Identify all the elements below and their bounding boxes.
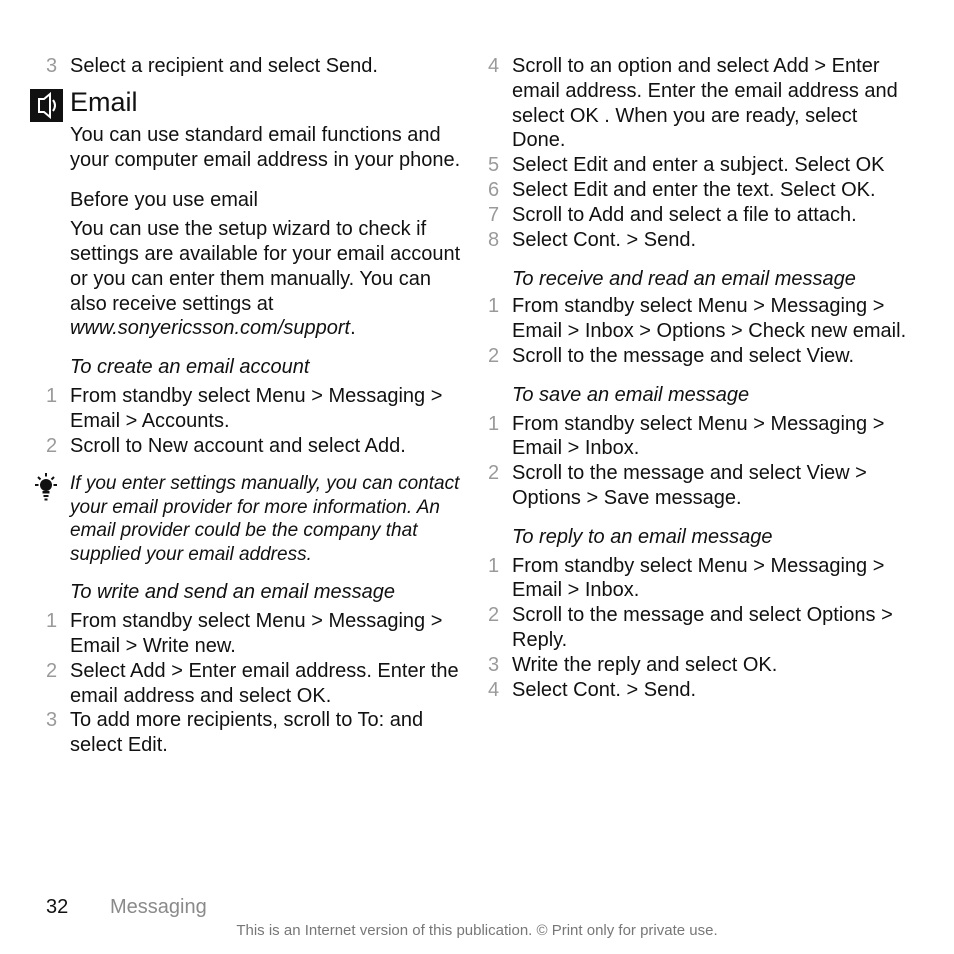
command-label: Options xyxy=(512,486,581,509)
step-number: 6 xyxy=(488,178,500,201)
step-item xyxy=(488,344,908,369)
step-text-part: Select xyxy=(512,178,574,201)
step-text xyxy=(512,412,908,462)
step-text xyxy=(512,554,908,604)
step-text-part: and enter the text. Select xyxy=(607,178,842,201)
command-label: Cont. xyxy=(573,228,621,251)
step-item xyxy=(488,178,908,203)
step-item xyxy=(488,203,908,228)
step-number: 2 xyxy=(488,344,500,367)
step-item xyxy=(46,54,466,79)
command-label: Inbox xyxy=(584,579,634,602)
save-steps xyxy=(488,412,908,511)
step-text-part: Select xyxy=(512,154,574,177)
page-title: Email xyxy=(70,86,138,117)
step-item xyxy=(488,54,908,153)
step-number: 7 xyxy=(488,203,500,226)
step-text-part: . xyxy=(848,344,855,367)
step-text-part: > xyxy=(747,412,771,435)
step-number: 3 xyxy=(488,653,500,676)
step-item xyxy=(46,659,466,709)
step-text-part: . xyxy=(325,684,332,707)
command-label: OK xyxy=(569,104,599,127)
create-account-steps xyxy=(46,384,466,458)
command-label: View xyxy=(806,344,849,367)
write-send-heading: To write and send an email message xyxy=(70,581,395,604)
receive-steps xyxy=(488,294,908,368)
step-text-part: . xyxy=(400,434,406,457)
step-text xyxy=(70,434,466,459)
command-label: Options xyxy=(656,320,726,343)
step-item xyxy=(488,461,908,511)
command-label: Cont. xyxy=(573,678,621,701)
command-label: Done xyxy=(512,129,560,152)
step-number: 4 xyxy=(488,55,500,77)
step-text-part: Scroll to the message and select xyxy=(512,462,807,485)
step-text-part: . xyxy=(372,55,378,77)
step-text-part: From standby select xyxy=(512,295,698,318)
step-text-part: > xyxy=(633,320,657,343)
command-label: Inbox xyxy=(584,320,634,343)
command-label: Send xyxy=(325,55,373,77)
step-text-part: . xyxy=(690,228,697,251)
command-label: Edit xyxy=(573,178,608,201)
step-text-part: Select a recipient and select xyxy=(70,55,326,77)
step-item xyxy=(488,678,908,703)
step-text-part: and select a file to attach. xyxy=(624,203,857,226)
tip-text: If you enter settings manually, you can contact your email provider for more information. An email provider could be the company that supplied your email address. xyxy=(70,473,460,565)
step-number: 2 xyxy=(46,434,58,457)
command-label: Send xyxy=(643,228,691,251)
step-text-part: From standby select xyxy=(512,412,698,435)
step-text-part: > xyxy=(305,384,329,407)
step-text-part: From standby select xyxy=(512,554,698,577)
email-title-row xyxy=(46,86,466,123)
command-label: OK xyxy=(841,178,871,201)
step-text xyxy=(70,54,466,79)
step-text xyxy=(512,178,908,203)
page-number: 32 xyxy=(46,896,69,918)
step-text xyxy=(512,603,908,653)
step-text-part: Write the reply and select xyxy=(512,653,743,676)
step-text xyxy=(70,708,466,758)
step-text-part: and select xyxy=(70,709,424,757)
step-text-part: . xyxy=(230,634,236,657)
step-number: 2 xyxy=(488,604,500,627)
step-text xyxy=(512,153,908,178)
step-item xyxy=(488,603,908,653)
command-label: Edit xyxy=(573,154,608,177)
command-label: Menu xyxy=(697,554,748,577)
command-label: Messaging xyxy=(770,295,868,318)
step-text-part: To add more recipients, scroll to xyxy=(70,709,358,732)
step-text-part: > xyxy=(849,462,867,485)
command-label: Check new email xyxy=(748,320,901,343)
command-label: Inbox xyxy=(584,437,634,460)
step-text-part: . xyxy=(633,579,640,602)
step-text-part: > xyxy=(580,486,604,509)
continued-steps xyxy=(488,54,908,252)
step-text-part: > xyxy=(867,412,885,435)
step-item xyxy=(488,653,908,678)
step-text-part: > xyxy=(867,295,885,318)
command-label: Save message xyxy=(603,486,737,509)
command-label: Send xyxy=(643,678,691,701)
step-text-part: . xyxy=(736,486,742,509)
step-text-part: > xyxy=(747,554,771,577)
step-text xyxy=(512,461,908,511)
lightbulb-icon xyxy=(30,472,62,504)
command-label: Menu xyxy=(697,412,748,435)
before-heading: Before you use email xyxy=(70,189,258,212)
phone-speaker-icon xyxy=(30,89,63,122)
save-heading: To save an email message xyxy=(512,383,750,406)
step-item xyxy=(488,412,908,462)
step-number: 1 xyxy=(488,412,500,435)
step-text-part: > xyxy=(620,678,644,701)
step-text-part: > xyxy=(620,228,644,251)
step-text-part: Scroll to xyxy=(70,434,148,457)
command-label: Add xyxy=(773,55,809,77)
step-text-part: Select xyxy=(70,659,131,682)
before-text-b: . xyxy=(350,317,356,340)
command-label: OK xyxy=(742,653,772,676)
step-item xyxy=(488,153,908,178)
receive-heading: To receive and read an email message xyxy=(512,268,856,291)
step-text-part: . When you are ready, select xyxy=(598,104,858,127)
step-text xyxy=(512,228,908,253)
step-item xyxy=(488,294,908,344)
reply-heading: To reply to an email message xyxy=(512,525,773,548)
command-label: Write new xyxy=(142,634,231,657)
step-number: 3 xyxy=(46,709,58,732)
step-text-part: > xyxy=(165,659,189,682)
command-label: View xyxy=(806,462,850,485)
step-item xyxy=(46,384,466,434)
step-text-part: . xyxy=(162,734,168,757)
command-label: Messaging xyxy=(770,412,868,435)
step-text-part: > xyxy=(867,554,885,577)
command-label: Edit xyxy=(127,734,163,757)
command-label: New account xyxy=(147,434,264,457)
reply-steps xyxy=(488,554,908,703)
command-label: Messaging xyxy=(770,554,868,577)
step-item xyxy=(488,228,908,253)
before-text xyxy=(70,217,466,341)
step-text xyxy=(512,344,908,369)
step-number: 4 xyxy=(488,678,500,701)
command-label: OK xyxy=(296,684,326,707)
command-label: Email xyxy=(512,579,563,602)
command-label: OK xyxy=(855,154,885,177)
step-text-part: . xyxy=(561,628,568,651)
step-text xyxy=(512,203,908,228)
step-text-part: . xyxy=(771,653,778,676)
step-text xyxy=(512,678,908,703)
left-column xyxy=(46,50,466,758)
step-text xyxy=(512,54,908,153)
step-text-part: > xyxy=(120,409,142,432)
step-text-part: Select xyxy=(512,678,574,701)
step-text-part: > xyxy=(425,384,443,407)
step-text-part: > xyxy=(725,320,749,343)
step-text-part: > xyxy=(120,634,143,657)
step-text-part: . Enter the email address and select xyxy=(512,79,898,127)
step-text-part: From standby select xyxy=(70,610,256,633)
step-item xyxy=(46,708,466,758)
step-text-part: . xyxy=(870,178,876,201)
command-label: Messaging xyxy=(328,384,426,407)
step-text-part: . xyxy=(559,129,566,152)
step-text-part: > xyxy=(305,610,329,633)
command-label: Add xyxy=(588,203,625,226)
command-label: Email xyxy=(70,409,121,432)
step-text-part: . xyxy=(223,409,230,432)
step-item xyxy=(46,434,466,459)
step-text-part: > xyxy=(747,295,771,318)
step-number: 8 xyxy=(488,228,500,251)
write-send-steps xyxy=(46,609,466,758)
step-text-part: From standby select xyxy=(70,384,256,407)
step-text-part: and enter a subject. Select xyxy=(607,154,856,177)
step-number: 1 xyxy=(46,610,58,633)
command-label: Menu xyxy=(255,384,306,407)
step-number: 3 xyxy=(46,55,58,77)
intro-text: You can use standard email functions and your computer email address in your phone. xyxy=(70,123,461,171)
step-text-part: Scroll to an option and select xyxy=(512,55,774,77)
step-text xyxy=(512,294,908,344)
step-text-part: Scroll to the message and select xyxy=(512,344,807,367)
step-text-part: > xyxy=(875,604,893,627)
command-label: Email xyxy=(512,320,563,343)
step-text-part: > xyxy=(562,579,585,602)
step-number: 2 xyxy=(46,659,58,682)
command-label: Menu xyxy=(255,610,306,633)
step-text-part: Scroll to the message and select xyxy=(512,604,807,627)
step-number: 1 xyxy=(488,295,500,318)
step-number: 2 xyxy=(488,462,500,485)
step-text xyxy=(512,653,908,678)
section-name: Messaging xyxy=(110,896,207,918)
step-text xyxy=(70,609,466,659)
step-text-part: . xyxy=(633,437,640,460)
support-link[interactable]: www.sonyericsson.com/support xyxy=(70,317,351,340)
command-label: Menu xyxy=(697,295,748,318)
step-item xyxy=(488,554,908,604)
command-label: Enter email address xyxy=(512,55,880,102)
command-label: Enter email address xyxy=(188,659,367,682)
step-text-part: . Enter the email address and select xyxy=(70,659,459,707)
step-text-part: Select xyxy=(512,228,574,251)
top-step-list xyxy=(46,54,466,79)
command-label: Add xyxy=(130,659,166,682)
step-text xyxy=(70,659,466,709)
command-label: Options xyxy=(806,604,876,627)
step-number: 1 xyxy=(46,384,58,407)
right-column xyxy=(488,50,908,702)
command-label: To: xyxy=(357,709,385,732)
step-text-part: Scroll to xyxy=(512,203,589,226)
step-text xyxy=(70,384,466,434)
step-text-part: > xyxy=(808,55,832,77)
command-label: Email xyxy=(512,437,563,460)
step-text-part: > xyxy=(562,320,585,343)
step-text-part: > xyxy=(425,610,443,633)
tip-row xyxy=(46,472,466,566)
command-label: Add xyxy=(364,434,401,457)
step-text-part: . xyxy=(900,320,907,343)
step-number: 1 xyxy=(488,554,500,577)
command-label: Accounts xyxy=(141,409,224,432)
before-text-a: You can use the setup wizard to check if settings are available for your email account or you can enter them manually. You can also receive settings at xyxy=(70,218,461,315)
step-text-part: . xyxy=(690,678,697,701)
create-account-heading: To create an email account xyxy=(70,356,310,379)
command-label: Messaging xyxy=(328,610,426,633)
footer-note: This is an Internet version of this publication. © Print only for private use. xyxy=(236,922,718,939)
command-label: Email xyxy=(70,634,121,657)
step-text-part: and select xyxy=(263,434,365,457)
step-text-part: > xyxy=(562,437,585,460)
step-number: 5 xyxy=(488,154,500,177)
command-label: Reply xyxy=(512,628,562,651)
step-item xyxy=(46,609,466,659)
